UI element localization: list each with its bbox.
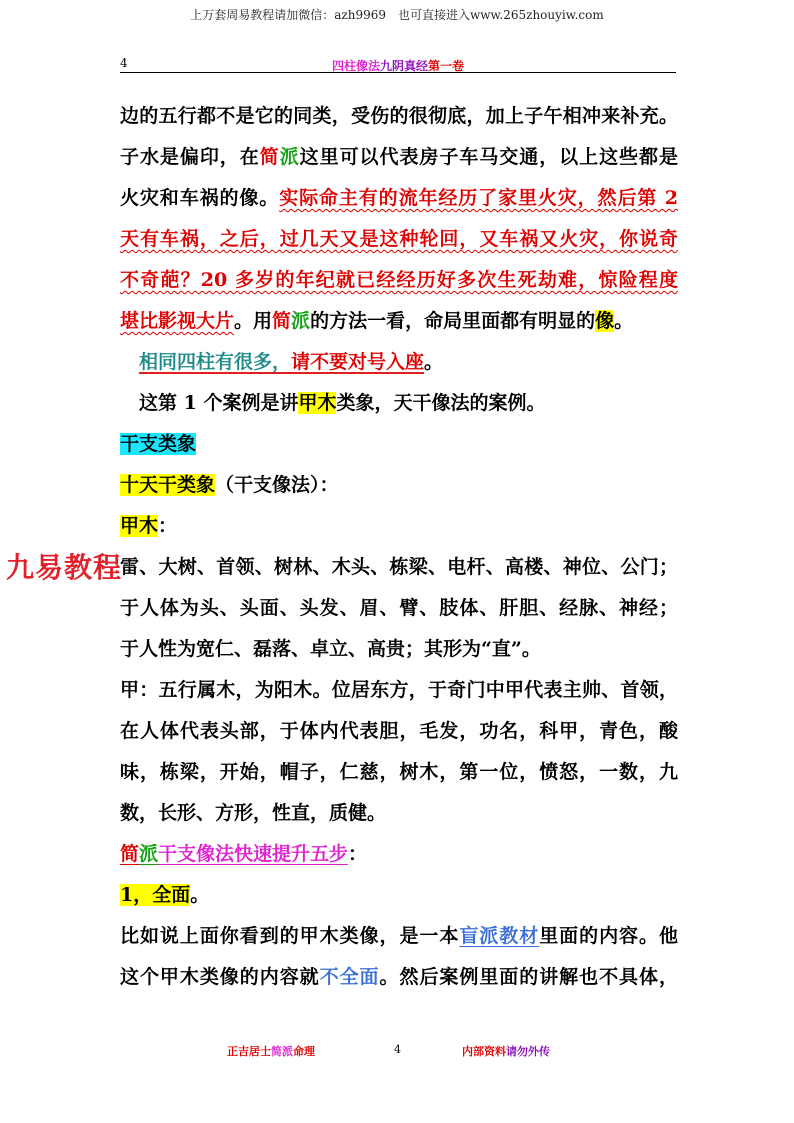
text-line-6: 堪比影视大片。用简派的方法一看，命局里面都有明显的像。 [120, 310, 634, 332]
watermark-logo: 九易教程 [6, 551, 123, 584]
text-line-15: 甲：五行属木，为阳木。位居东方，于奇门中甲代表主帅、首领， [120, 679, 678, 701]
section-heading-tiangan: 十天干类象（干支像法）： [120, 474, 339, 496]
text-line-1: 边的五行都不是它的同类，受伤的很彻底，加上子午相冲来补充。 [120, 105, 678, 127]
text-line-22: 这个甲木类像的内容就不全面。然后案例里面的讲解也不具体， [120, 966, 678, 988]
text-line-8: 这第 1 个案例是讲甲木类象，天干像法的案例。 [139, 392, 546, 414]
header-title: 四柱像法九阴真经第一卷 [331, 59, 465, 73]
document-body [120, 96, 678, 998]
text-line-14: 于人性为宽仁、磊落、卓立、高贵；其形为“直”。 [120, 638, 541, 660]
section-heading-jiamu: 甲木： [120, 515, 178, 537]
footer-left: 正吉居士简派命理 [227, 1045, 315, 1058]
text-line-12: 雷、大树、首领、树林、木头、栋梁、电杆、高楼、神位、公门； [120, 556, 678, 578]
text-line-16: 在人体代表头部，于体内代表胆，毛发，功名，科甲，青色，酸 [120, 720, 678, 742]
section-heading-ganzhi: 干支类象 [120, 433, 197, 455]
section-heading-five-steps: 简派干支像法快速提升五步： [120, 843, 368, 865]
text-line-13: 于人体为头、头面、头发、眉、臂、肢体、肝胆、经脉、神经； [120, 597, 678, 619]
page-footer [0, 1043, 794, 1059]
text-line-2: 子水是偏印，在简派这里可以代表房子车马交通，以上这些都是 [120, 146, 678, 168]
text-line-21: 比如说上面你看到的甲木类像，是一本盲派教材里面的内容。他 [120, 925, 678, 947]
text-line-17: 味，栋梁，开始，帽子，仁慈，树木，第一位，愤怒，一数，九 [120, 761, 678, 783]
top-watermark-note: 上万套周易教程请加微信：azh9969 也可直接进入www.265zhouyiw.com [190, 8, 604, 22]
footer-page-number: 4 [394, 1043, 401, 1056]
text-line-3: 火灾和车祸的像。实际命主有的流年经历了家里火灾，然后第 2 [120, 187, 678, 209]
step-one-heading: 1，全面。 [120, 884, 210, 906]
text-line-18: 数，长形、方形，性直，质健。 [120, 802, 387, 824]
text-line-5: 不奇葩？20 多岁的年纪就已经经历好多次生死劫难，惊险程度 [120, 269, 678, 291]
text-line-4: 天有车祸，之后，过几天又是这种轮回，又车祸又火灾，你说奇 [120, 228, 678, 250]
header-page-number: 4 [120, 56, 128, 70]
footer-right: 内部资料请勿外传 [462, 1045, 550, 1058]
page-header [120, 56, 676, 73]
text-line-7-notice: 相同四柱有很多，请不要对号入座。 [139, 351, 444, 373]
